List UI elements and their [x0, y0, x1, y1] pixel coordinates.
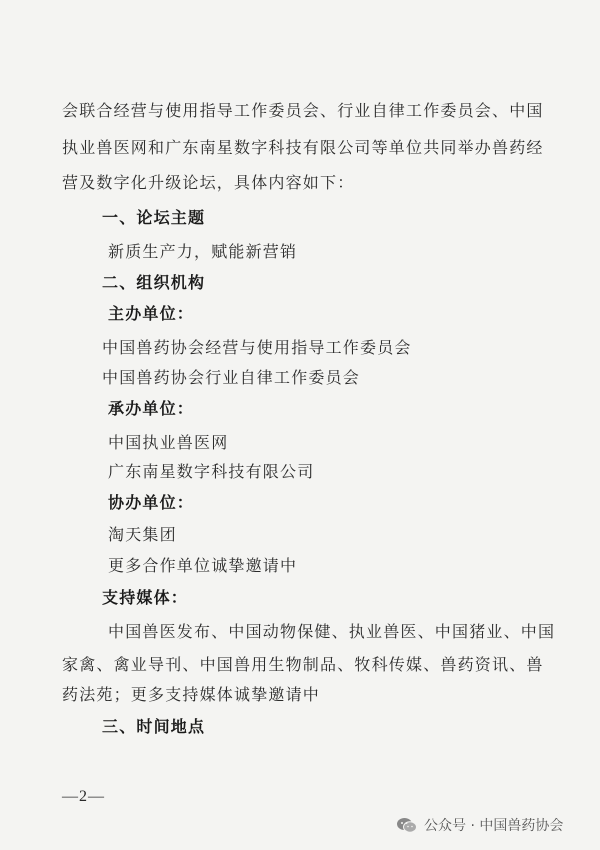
section2-heading: 二、组织机构 — [102, 273, 206, 292]
media-label: 支持媒体： — [102, 588, 189, 607]
intro-line-1: 会联合经营与使用指导工作委员会、行业自律工作委员会、中国 — [62, 101, 544, 120]
section1-heading: 一、论坛主题 — [102, 208, 206, 227]
host-label: 主办单位： — [108, 304, 195, 323]
watermark — [396, 815, 563, 835]
organizer-item-2: 广东南星数字科技有限公司 — [108, 462, 315, 481]
media-line-3: 药法苑；更多支持媒体诚挚邀请中 — [62, 685, 321, 704]
host-item-2: 中国兽药协会行业自律工作委员会 — [102, 368, 361, 387]
intro-line-3: 营及数字化升级论坛，具体内容如下： — [62, 173, 355, 192]
organizer-item-1: 中国执业兽医网 — [108, 433, 229, 452]
page-number: —2— — [62, 788, 105, 805]
intro-line-2: 执业兽医网和广东南星数字科技有限公司等单位共同举办兽药经 — [62, 138, 544, 157]
coorganizer-item-2: 更多合作单位诚挚邀请中 — [108, 556, 298, 575]
host-item-1: 中国兽药协会经营与使用指导工作委员会 — [102, 338, 412, 357]
coorganizer-item-1: 淘天集团 — [108, 525, 177, 544]
coorganizer-label: 协办单位： — [108, 493, 195, 512]
section1-content: 新质生产力，赋能新营销 — [108, 242, 298, 261]
media-line-1: 中国兽医发布、中国动物保健、执业兽医、中国猪业、中国 — [108, 622, 556, 641]
media-line-2: 家禽、禽业导刊、中国兽用生物制品、牧科传媒、兽药资讯、兽 — [62, 655, 544, 674]
wechat-icon — [396, 816, 418, 834]
watermark-text: 公众号 · 中国兽药协会 — [424, 818, 564, 834]
organizer-label: 承办单位： — [108, 399, 195, 418]
section3-heading: 三、时间地点 — [102, 717, 206, 736]
